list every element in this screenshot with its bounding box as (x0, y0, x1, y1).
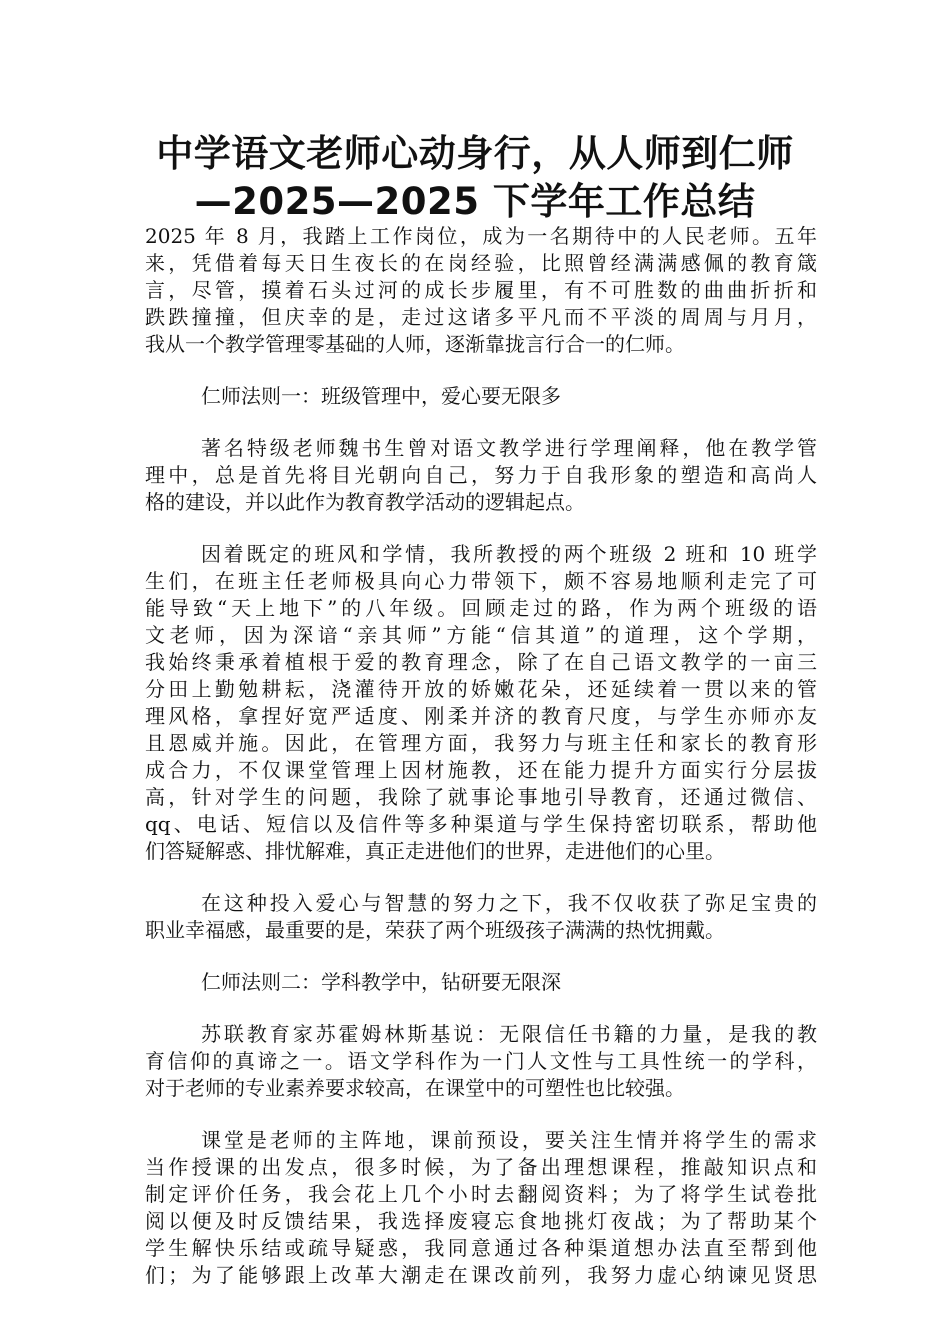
paragraph (145, 969, 817, 996)
paragraph-line: 课堂是老师的主阵地，课前预设，要关注生情并将学生的需求 (201, 1128, 817, 1152)
paragraph (145, 223, 817, 358)
paragraph-line: 育信仰的真谛之一。语文学科作为一门人文性与工具性统一的学科， (145, 1049, 817, 1073)
paragraph-line: 跌跌撞撞，但庆幸的是，走过这诸多平凡而不平淡的周周与月月， (145, 305, 817, 329)
paragraph (145, 435, 817, 516)
paragraph (145, 890, 817, 944)
paragraph-line: 分田上勤勉耕耘，浇灌待开放的娇嫩花朵，还延续着一贯以来的管 (145, 677, 817, 701)
paragraph-line: 们答疑解惑、排忧解难，真正走进他们的世界，走进他们的心里。 (145, 839, 725, 863)
paragraph-line: 言，尽管，摸着石头过河的成长步履里，有不可胜数的曲曲折折和 (145, 278, 817, 302)
paragraph-line: 仁师法则二：学科教学中，钻研要无限深 (201, 970, 561, 994)
paragraph-line: 职业幸福感，最重要的是，荣获了两个班级孩子满满的热忱拥戴。 (145, 918, 725, 942)
paragraph-line: 阅以便及时反馈结果，我选择废寝忘食地挑灯夜战；为了帮助某个 (145, 1209, 817, 1233)
paragraph-line: 来，凭借着每天日生夜长的在岗经验，比照曾经满满感佩的教育箴 (145, 251, 817, 275)
paragraph-line: 高，针对学生的问题，我除了就事论事地引导教育，还通过微信、 (145, 785, 817, 809)
paragraph-line: 理风格，拿捏好宽严适度、刚柔并济的教育尺度，与学生亦师亦友 (145, 704, 817, 728)
paragraph-line: 成合力，不仅课堂管理上因材施教，还在能力提升方面实行分层拔 (145, 758, 817, 782)
paragraph-spacer (145, 358, 817, 383)
paragraph-line: 我始终秉承着植根于爱的教育理念，除了在自己语文教学的一亩三 (145, 650, 817, 674)
paragraph-line: 当作授课的出发点，很多时候，为了备出理想课程，推敲知识点和 (145, 1155, 817, 1179)
paragraph-line: 仁师法则一：班级管理中，爱心要无限多 (201, 384, 561, 408)
paragraph-line: 因着既定的班风和学情，我所教授的两个班级 2 班和 10 班学 (201, 542, 817, 566)
paragraph-line: 能导致“天上地下”的八年级。回顾走过的路，作为两个班级的语 (145, 596, 817, 620)
paragraph-line: 们；为了能够跟上改革大潮走在课改前列，我努力虚心纳谏见贤思 (145, 1263, 817, 1287)
paragraph-spacer (145, 410, 817, 435)
paragraph (145, 383, 817, 410)
paragraph-spacer (145, 516, 817, 541)
paragraph-spacer (145, 1102, 817, 1127)
document-title-line-2: —2025—2025 下学年工作总结 (194, 180, 756, 223)
paragraph-line: 文老师，因为深谙“亲其师”方能“信其道”的道理，这个学期， (145, 623, 817, 647)
document-title-line-1: 中学语文老师心动身行，从人师到仁师 (156, 132, 794, 175)
paragraph-spacer (145, 865, 817, 890)
paragraph-line: 且恩威并施。因此，在管理方面，我努力与班主任和家长的教育形 (145, 731, 817, 755)
paragraph-line: 著名特级老师魏书生曾对语文教学进行学理阐释，他在教学管 (201, 436, 817, 460)
paragraph-line: 制定评价任务，我会花上几个小时去翻阅资料；为了将学生试卷批 (145, 1182, 817, 1206)
paragraph-line: 在这种投入爱心与智慧的努力之下，我不仅收获了弥足宝贵的 (201, 891, 817, 915)
paragraph-line: 理中，总是首先将目光朝向自己，努力于自我形象的塑造和高尚人 (145, 463, 817, 487)
paragraph-spacer (145, 996, 817, 1021)
paragraph-line: 苏联教育家苏霍姆林斯基说：无限信任书籍的力量，是我的教 (201, 1022, 817, 1046)
paragraph-line: 生们，在班主任老师极具向心力带领下，颇不容易地顺利走完了可 (145, 569, 817, 593)
paragraph (145, 1021, 817, 1102)
paragraph-line: 学生解快乐结或疏导疑惑，我同意通过各种渠道想办法直至帮到他 (145, 1236, 817, 1260)
paragraph (145, 1127, 817, 1289)
paragraph-line: 格的建设，并以此作为教育教学活动的逻辑起点。 (145, 490, 585, 514)
paragraph-line: 我从一个教学管理零基础的人师，逐渐靠拢言行合一的仁师。 (145, 332, 685, 356)
paragraph (145, 541, 817, 865)
document-body (145, 223, 817, 1289)
paragraph-line: 2025 年 8 月，我踏上工作岗位，成为一名期待中的人民老师。五年 (145, 224, 817, 248)
paragraph-line: 对于老师的专业素养要求较高，在课堂中的可塑性也比较强。 (145, 1076, 685, 1100)
paragraph-line: qq、电话、短信以及信件等多种渠道与学生保持密切联系，帮助他 (145, 812, 817, 836)
paragraph-spacer (145, 944, 817, 969)
